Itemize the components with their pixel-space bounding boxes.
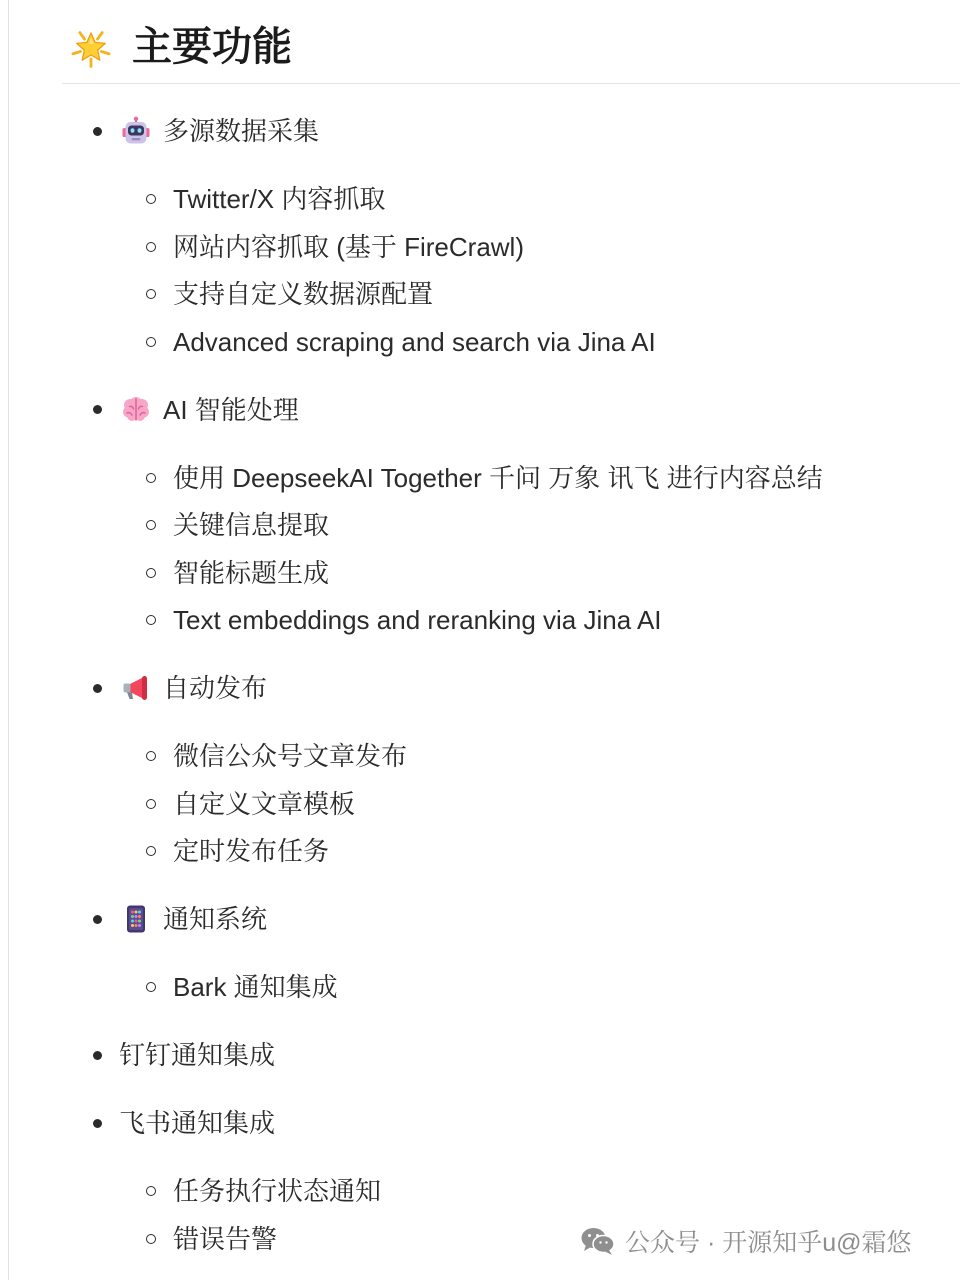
sublist-item <box>0 1171 960 1211</box>
feature-item <box>0 111 960 151</box>
page-title: 主要功能 <box>132 25 292 69</box>
sublist-item <box>0 784 960 824</box>
feature-label: 通知系统 <box>163 904 268 934</box>
sublist-item-text: 微信公众号文章发布 <box>173 741 408 771</box>
bullet-circle <box>146 473 156 483</box>
sublist-item-text: 错误告警 <box>173 1223 278 1254</box>
sublist-item-text: 支持自定义数据源配置 <box>173 279 434 309</box>
sublist-item-text: 自定义文章模板 <box>173 788 356 819</box>
sublist-item <box>0 322 960 362</box>
feature-label: 飞书通知集成 <box>119 1108 276 1138</box>
feature-item <box>0 1035 960 1075</box>
sublist-item <box>0 600 960 640</box>
wechat-icon-graphic <box>580 1226 616 1256</box>
bullet-circle <box>146 846 156 856</box>
feature-list <box>0 111 960 1259</box>
feature-sublist <box>0 736 960 871</box>
brain-icon <box>121 395 151 425</box>
sublist-item-text: Text embeddings and reranking via Jina AI <box>173 605 662 635</box>
mobile-phone-icon <box>121 904 151 934</box>
feature-group <box>0 899 960 1007</box>
sublist-item-text: Bark 通知集成 <box>173 972 338 1002</box>
sublist-item-text: 定时发布任务 <box>173 836 330 866</box>
sublist-item-text: 智能标题生成 <box>173 557 330 588</box>
sublist-item <box>0 227 960 267</box>
wechat-icon <box>580 1226 616 1256</box>
sublist-item-text: 使用 DeepseekAI Together 千问 万象 讯飞 进行内容总结 <box>173 462 823 493</box>
bullet-circle <box>146 982 156 992</box>
bullet-dot <box>93 1051 102 1060</box>
bullet-circle <box>146 242 156 252</box>
sublist-item-text: 关键信息提取 <box>173 510 330 540</box>
robot-icon-graphic <box>121 116 151 146</box>
feature-sublist <box>0 967 960 1007</box>
sublist-item <box>0 967 960 1007</box>
feature-label: 钉钉通知集成 <box>119 1040 276 1070</box>
feature-group <box>0 1035 960 1075</box>
sublist-item-text: 任务执行状态通知 <box>173 1176 382 1206</box>
bullet-circle <box>146 615 156 625</box>
megaphone-icon <box>121 673 151 703</box>
bullet-circle <box>146 194 156 204</box>
bullet-circle <box>146 289 156 299</box>
bullet-dot <box>93 915 102 924</box>
mobile-phone-icon-graphic <box>121 904 151 934</box>
sublist-item <box>0 736 960 776</box>
feature-label: 自动发布 <box>163 673 268 703</box>
section-heading <box>62 0 960 84</box>
bullet-circle <box>146 1186 156 1196</box>
brain-icon-graphic <box>121 395 151 425</box>
watermark-text: 公众号 · 开源知乎u@霜悠 <box>625 1229 912 1257</box>
sublist-item <box>0 179 960 219</box>
sublist-item-text: Twitter/X 内容抓取 <box>173 184 386 214</box>
bullet-circle <box>146 568 156 578</box>
feature-label: 多源数据采集 <box>163 116 320 146</box>
feature-item <box>0 1103 960 1143</box>
sublist-item <box>0 553 960 593</box>
bullet-circle <box>146 751 156 761</box>
megaphone-icon-graphic <box>121 673 151 703</box>
bullet-dot <box>93 1119 102 1128</box>
feature-item <box>0 390 960 430</box>
feature-item <box>0 668 960 708</box>
bullet-circle <box>146 1234 156 1244</box>
sublist-item-text: Advanced scraping and search via Jina AI <box>173 326 656 357</box>
bullet-dot <box>93 405 102 414</box>
bullet-circle <box>146 337 156 347</box>
feature-item <box>0 899 960 939</box>
feature-sublist <box>0 458 960 641</box>
watermark <box>580 1226 912 1256</box>
feature-label: AI 智能处理 <box>163 394 299 425</box>
sublist-item <box>0 274 960 314</box>
glowing-star-icon-graphic <box>70 26 112 68</box>
sublist-item-text: 网站内容抓取 (基于 FireCrawl) <box>173 231 524 262</box>
feature-sublist <box>0 179 960 362</box>
bullet-circle <box>146 520 156 530</box>
sublist-item <box>0 831 960 871</box>
glowing-star-icon <box>70 26 112 68</box>
feature-group <box>0 111 960 362</box>
bullet-dot <box>93 127 102 136</box>
sublist-item <box>0 505 960 545</box>
bullet-dot <box>93 684 102 693</box>
sublist-item <box>0 458 960 498</box>
robot-icon <box>121 116 151 146</box>
bullet-circle <box>146 799 156 809</box>
feature-group <box>0 668 960 871</box>
feature-group <box>0 390 960 641</box>
